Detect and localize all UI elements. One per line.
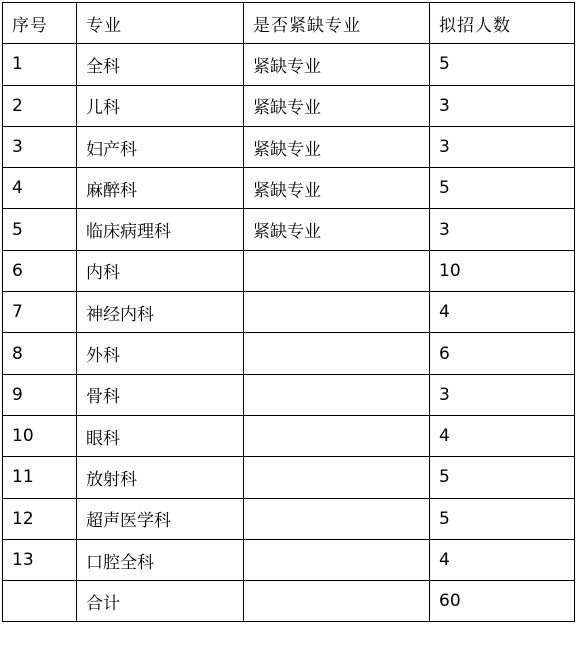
table-row xyxy=(3,168,575,209)
cell-planned-count: 5 xyxy=(430,44,575,85)
recruitment-table xyxy=(2,2,575,622)
table-row xyxy=(3,457,575,498)
cell-index: 4 xyxy=(3,168,77,209)
cell-index: 9 xyxy=(3,374,77,415)
cell-index: 12 xyxy=(3,498,77,539)
cell-specialty: 临床病理科 xyxy=(77,209,244,250)
cell-shortage xyxy=(244,539,430,580)
cell-specialty: 骨科 xyxy=(77,374,244,415)
table-row xyxy=(3,250,575,291)
cell-planned-count: 3 xyxy=(430,85,575,126)
total-index xyxy=(3,581,77,622)
cell-shortage: 紧缺专业 xyxy=(244,209,430,250)
cell-index: 10 xyxy=(3,415,77,456)
table-row xyxy=(3,333,575,374)
cell-planned-count: 5 xyxy=(430,168,575,209)
cell-shortage xyxy=(244,292,430,333)
cell-planned-count: 5 xyxy=(430,498,575,539)
cell-specialty: 外科 xyxy=(77,333,244,374)
cell-shortage: 紧缺专业 xyxy=(244,44,430,85)
cell-shortage xyxy=(244,333,430,374)
cell-planned-count: 3 xyxy=(430,374,575,415)
cell-specialty: 神经内科 xyxy=(77,292,244,333)
cell-planned-count: 5 xyxy=(430,457,575,498)
cell-planned-count: 3 xyxy=(430,126,575,167)
cell-shortage xyxy=(244,415,430,456)
table-row xyxy=(3,292,575,333)
table-header-row xyxy=(3,3,575,44)
cell-index: 2 xyxy=(3,85,77,126)
cell-specialty: 放射科 xyxy=(77,457,244,498)
cell-specialty: 内科 xyxy=(77,250,244,291)
table-row xyxy=(3,498,575,539)
cell-specialty: 眼科 xyxy=(77,415,244,456)
cell-index: 7 xyxy=(3,292,77,333)
cell-specialty: 麻醉科 xyxy=(77,168,244,209)
table-row xyxy=(3,85,575,126)
cell-planned-count: 10 xyxy=(430,250,575,291)
table-row xyxy=(3,44,575,85)
table-row xyxy=(3,415,575,456)
total-planned-count: 60 xyxy=(430,581,575,622)
cell-shortage: 紧缺专业 xyxy=(244,85,430,126)
table-row xyxy=(3,209,575,250)
recruitment-table-container xyxy=(2,2,575,622)
cell-shortage xyxy=(244,374,430,415)
header-index: 序号 xyxy=(3,3,77,44)
cell-index: 8 xyxy=(3,333,77,374)
cell-shortage xyxy=(244,498,430,539)
cell-shortage: 紧缺专业 xyxy=(244,168,430,209)
cell-specialty: 全科 xyxy=(77,44,244,85)
cell-specialty: 超声医学科 xyxy=(77,498,244,539)
total-label: 合计 xyxy=(77,581,244,622)
cell-planned-count: 6 xyxy=(430,333,575,374)
cell-planned-count: 3 xyxy=(430,209,575,250)
cell-planned-count: 4 xyxy=(430,292,575,333)
cell-index: 11 xyxy=(3,457,77,498)
cell-specialty: 妇产科 xyxy=(77,126,244,167)
table-row xyxy=(3,539,575,580)
cell-shortage: 紧缺专业 xyxy=(244,126,430,167)
cell-index: 1 xyxy=(3,44,77,85)
cell-index: 3 xyxy=(3,126,77,167)
table-row xyxy=(3,374,575,415)
cell-index: 6 xyxy=(3,250,77,291)
header-shortage: 是否紧缺专业 xyxy=(244,3,430,44)
cell-index: 13 xyxy=(3,539,77,580)
header-planned-count: 拟招人数 xyxy=(430,3,575,44)
cell-index: 5 xyxy=(3,209,77,250)
header-specialty: 专业 xyxy=(77,3,244,44)
table-row xyxy=(3,126,575,167)
cell-specialty: 儿科 xyxy=(77,85,244,126)
cell-shortage xyxy=(244,250,430,291)
cell-planned-count: 4 xyxy=(430,415,575,456)
total-shortage xyxy=(244,581,430,622)
table-total-row xyxy=(3,581,575,622)
cell-specialty: 口腔全科 xyxy=(77,539,244,580)
cell-planned-count: 4 xyxy=(430,539,575,580)
cell-shortage xyxy=(244,457,430,498)
